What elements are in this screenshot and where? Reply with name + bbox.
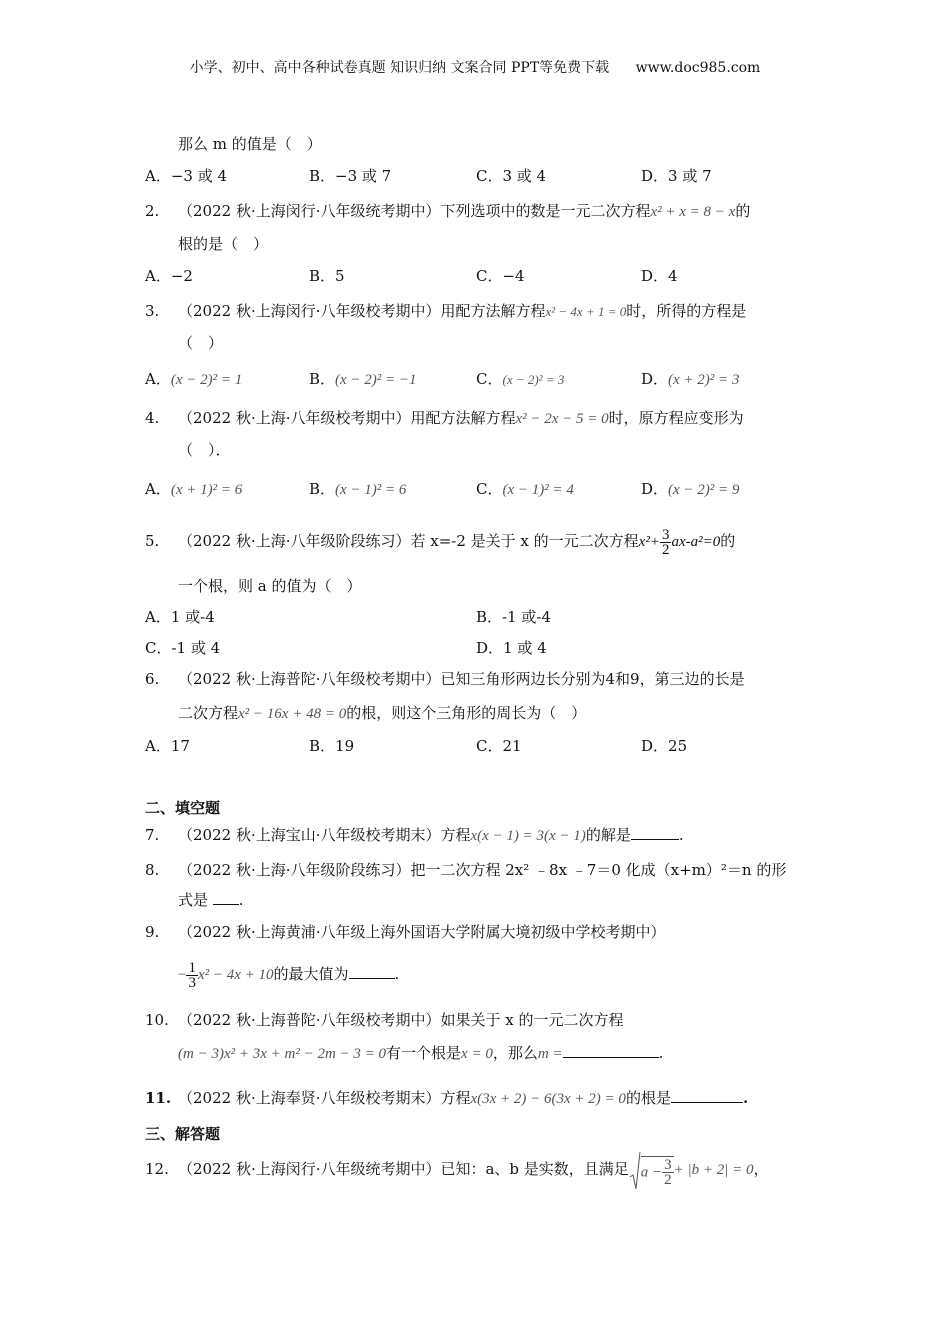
q7-text: （2022 秋·上海宝山·八年级校考期末）方程 xyxy=(178,826,471,844)
q6-equation: x² − 16x + 48 = 0 xyxy=(238,706,347,722)
q11-number: 11. xyxy=(145,1089,172,1107)
q1-option-b: B．−3 或 7 xyxy=(309,167,392,185)
q5-option-d: D．1 或 4 xyxy=(476,639,547,657)
header-text: 小学、初中、高中各种试卷真题 知识归纳 文案合同 PPT等免费下载 xyxy=(189,60,610,76)
q10-equation-m: m = xyxy=(537,1046,563,1062)
q10-text-mid: 有一个根是 xyxy=(386,1044,462,1062)
q9-equation: x² − 4x + 10 xyxy=(197,967,274,983)
q4-line1 xyxy=(178,408,744,429)
q8-number: 8. xyxy=(145,861,160,879)
q3-option-a xyxy=(145,369,242,390)
q4-number: 4. xyxy=(145,409,160,427)
q9-fraction xyxy=(186,961,198,990)
q11-text: （2022 秋·上海奉贤·八年级校考期末）方程 xyxy=(178,1089,471,1107)
q10-line1: （2022 秋·上海普陀·八年级校考期中）如果关于 x 的一元二次方程 xyxy=(178,1011,624,1029)
q7-equation: x(x − 1) = 3(x − 1) xyxy=(470,828,586,844)
q4-option-b-eq: (x − 1)² = 6 xyxy=(335,482,407,498)
q11-period: . xyxy=(742,1089,749,1107)
q10-answer-blank[interactable] xyxy=(563,1043,659,1058)
q4-line2: （ ）． xyxy=(178,441,231,459)
q3-number: 3. xyxy=(145,302,160,320)
page-header xyxy=(0,58,950,78)
q5-fraction xyxy=(660,528,672,557)
q11-equation: x(3x + 2) − 6(3x + 2) = 0 xyxy=(470,1091,626,1107)
section-fill-blank-heading: 二、填空题 xyxy=(145,799,221,817)
q3-line2: （ ） xyxy=(178,334,224,352)
q1-option-a: A．−3 或 4 xyxy=(145,167,228,185)
q3-line1 xyxy=(178,301,746,322)
q2-number: 2. xyxy=(145,202,160,220)
q6-line1: （2022 秋·上海普陀·八年级校考期中）已知三角形两边长分别为4和9，第三边的长是 xyxy=(178,670,745,688)
q12-number: 12. xyxy=(145,1160,169,1178)
q4-text-end: 时，原方程应变形为 xyxy=(608,409,744,427)
q8-answer-blank[interactable] xyxy=(213,890,239,905)
q12-frac-bot: 2 xyxy=(664,1171,672,1188)
q7-number: 7. xyxy=(145,826,160,844)
q6-option-b: B．19 xyxy=(309,737,355,755)
q4-equation: x² − 2x − 5 = 0 xyxy=(515,411,609,427)
q2-equation: x² + x = 8 − x xyxy=(650,204,736,220)
q9-frac-top: 1 xyxy=(188,959,196,976)
q9-text-end: 的最大值为 xyxy=(273,965,349,983)
q5-line2: 一个根，则 a 的值为（ ） xyxy=(178,577,362,595)
q1-option-d: D．3 或 7 xyxy=(641,167,712,185)
q2-line2: 根的是（ ） xyxy=(178,235,269,253)
q12-frac-top: 3 xyxy=(664,1156,672,1173)
q12-sqrt-a: a − xyxy=(640,1164,663,1180)
q9-frac-bot: 3 xyxy=(188,974,196,991)
q3-option-c xyxy=(476,369,564,390)
q6-text-a: 二次方程 xyxy=(178,704,239,722)
q3-option-b xyxy=(309,369,417,390)
q6-line2 xyxy=(178,703,586,724)
q3-option-a-label: A． xyxy=(145,370,171,388)
q9-number: 9. xyxy=(145,923,160,941)
q4-option-b xyxy=(309,479,406,500)
q12-sqrt-content xyxy=(641,1156,674,1187)
q5-option-a: A．1 或-4 xyxy=(145,608,215,626)
q5-option-b: B．-1 或-4 xyxy=(476,608,552,626)
q4-option-a-label: A． xyxy=(145,480,171,498)
q12-line1 xyxy=(178,1148,769,1191)
q4-text: （2022 秋·上海·八年级校考期中）用配方法解方程 xyxy=(178,409,516,427)
q10-line2 xyxy=(178,1043,663,1064)
q3-option-c-eq: (x − 2)² = 3 xyxy=(502,372,565,387)
q11-text-end: 的根是 xyxy=(625,1089,671,1107)
q2-option-a: A．−2 xyxy=(145,267,193,285)
q5-line1 xyxy=(178,522,735,561)
q8-line2 xyxy=(178,890,244,910)
q10-number: 10. xyxy=(145,1011,169,1029)
q5-number: 5. xyxy=(145,532,160,550)
q1-option-c: C．3 或 4 xyxy=(476,167,547,185)
q5-text-end: 的 xyxy=(720,532,736,550)
q2-option-b: B．5 xyxy=(309,267,345,285)
q4-option-c-eq: (x − 1)² = 4 xyxy=(502,482,574,498)
q3-option-a-eq: (x − 2)² = 1 xyxy=(170,372,243,388)
q12-comma: ， xyxy=(753,1160,769,1178)
q11-line1 xyxy=(178,1088,748,1109)
q4-option-a-eq: (x + 1)² = 6 xyxy=(170,482,243,498)
q12-text: （2022 秋·上海闵行·八年级统考期中）已知：a、b 是实数，且满足 xyxy=(178,1160,629,1178)
q4-option-d xyxy=(641,479,739,500)
q12-sqrt xyxy=(629,1149,674,1191)
q2-text: （2022 秋·上海闵行·八年级统考期中）下列选项中的数是一元二次方程 xyxy=(178,202,651,220)
q8-period: . xyxy=(238,891,244,909)
q5-eq-b: ax-a²=0 xyxy=(671,534,721,550)
q2-text-end: 的 xyxy=(735,202,751,220)
q12-equation: + |b + 2| = 0 xyxy=(673,1162,754,1178)
q3-equation: x² − 4x + 1 = 0 xyxy=(545,304,627,319)
q10-equation-root: x = 0 xyxy=(461,1046,493,1062)
q10-period: . xyxy=(658,1044,664,1062)
q3-text-end: 时，所得的方程是 xyxy=(626,302,747,320)
q5-text: （2022 秋·上海·八年级阶段练习）若 x=-2 是关于 x 的一元二次方程 xyxy=(178,532,639,550)
q12-fraction xyxy=(662,1158,674,1187)
q2-line1 xyxy=(178,201,750,222)
q9-period: . xyxy=(394,965,400,983)
q5-frac-bot: 2 xyxy=(661,541,670,558)
header-url[interactable]: www.doc985.com xyxy=(635,60,761,76)
q5-option-c: C．-1 或 4 xyxy=(145,639,221,657)
q9-answer-blank[interactable] xyxy=(349,964,395,979)
q11-answer-blank[interactable] xyxy=(671,1088,743,1103)
q9-neg: − xyxy=(178,967,187,983)
q7-line1 xyxy=(178,825,684,846)
q1-stem: 那么 m 的值是（ ） xyxy=(178,135,322,153)
q6-option-a: A．17 xyxy=(145,737,190,755)
q6-number: 6. xyxy=(145,670,160,688)
q3-text: （2022 秋·上海闵行·八年级校考期中）用配方法解方程 xyxy=(178,302,546,320)
q9-line1: （2022 秋·上海黄浦·八年级上海外国语大学附属大境初级中学校考期中） xyxy=(178,923,666,941)
q3-option-b-eq: (x − 2)² = −1 xyxy=(335,372,417,388)
q4-option-d-eq: (x − 2)² = 9 xyxy=(668,482,740,498)
q8-line1: （2022 秋·上海·八年级阶段练习）把一二次方程 2x² ﹣8x ﹣7＝0 化成（x+m）²＝n 的形 xyxy=(178,861,787,879)
q9-line2 xyxy=(178,955,399,994)
q4-option-b-label: B． xyxy=(309,480,336,498)
q6-text-b: 的根，则这个三角形的周长为（ ） xyxy=(346,704,587,722)
q3-option-d xyxy=(641,369,739,390)
q6-option-d: D．25 xyxy=(641,737,688,755)
q5-frac-top: 3 xyxy=(661,526,670,543)
q7-period: . xyxy=(678,826,684,844)
q3-option-b-label: B． xyxy=(309,370,336,388)
q4-option-a xyxy=(145,479,242,500)
q2-option-d: D．4 xyxy=(641,267,678,285)
q7-text-end: 的解是 xyxy=(585,826,631,844)
q5-eq-a: x²+ xyxy=(638,534,660,550)
q10-text-tail: ，那么 xyxy=(492,1044,538,1062)
section-solution-heading: 三、解答题 xyxy=(145,1125,221,1143)
sqrt-radical-icon xyxy=(629,1151,641,1191)
q6-option-c: C．21 xyxy=(476,737,522,755)
q4-option-d-label: D． xyxy=(641,480,669,498)
q8-text: 式是 xyxy=(178,891,209,909)
q4-option-c xyxy=(476,479,574,500)
q3-option-d-label: D． xyxy=(641,370,669,388)
q7-answer-blank[interactable] xyxy=(631,825,679,840)
q2-option-c: C．−4 xyxy=(476,267,525,285)
q10-equation: (m − 3)x² + 3x + m² − 2m − 3 = 0 xyxy=(178,1046,387,1062)
q3-option-d-eq: (x + 2)² = 3 xyxy=(668,372,740,388)
q4-option-c-label: C． xyxy=(476,480,503,498)
q3-option-c-label: C． xyxy=(476,370,503,388)
